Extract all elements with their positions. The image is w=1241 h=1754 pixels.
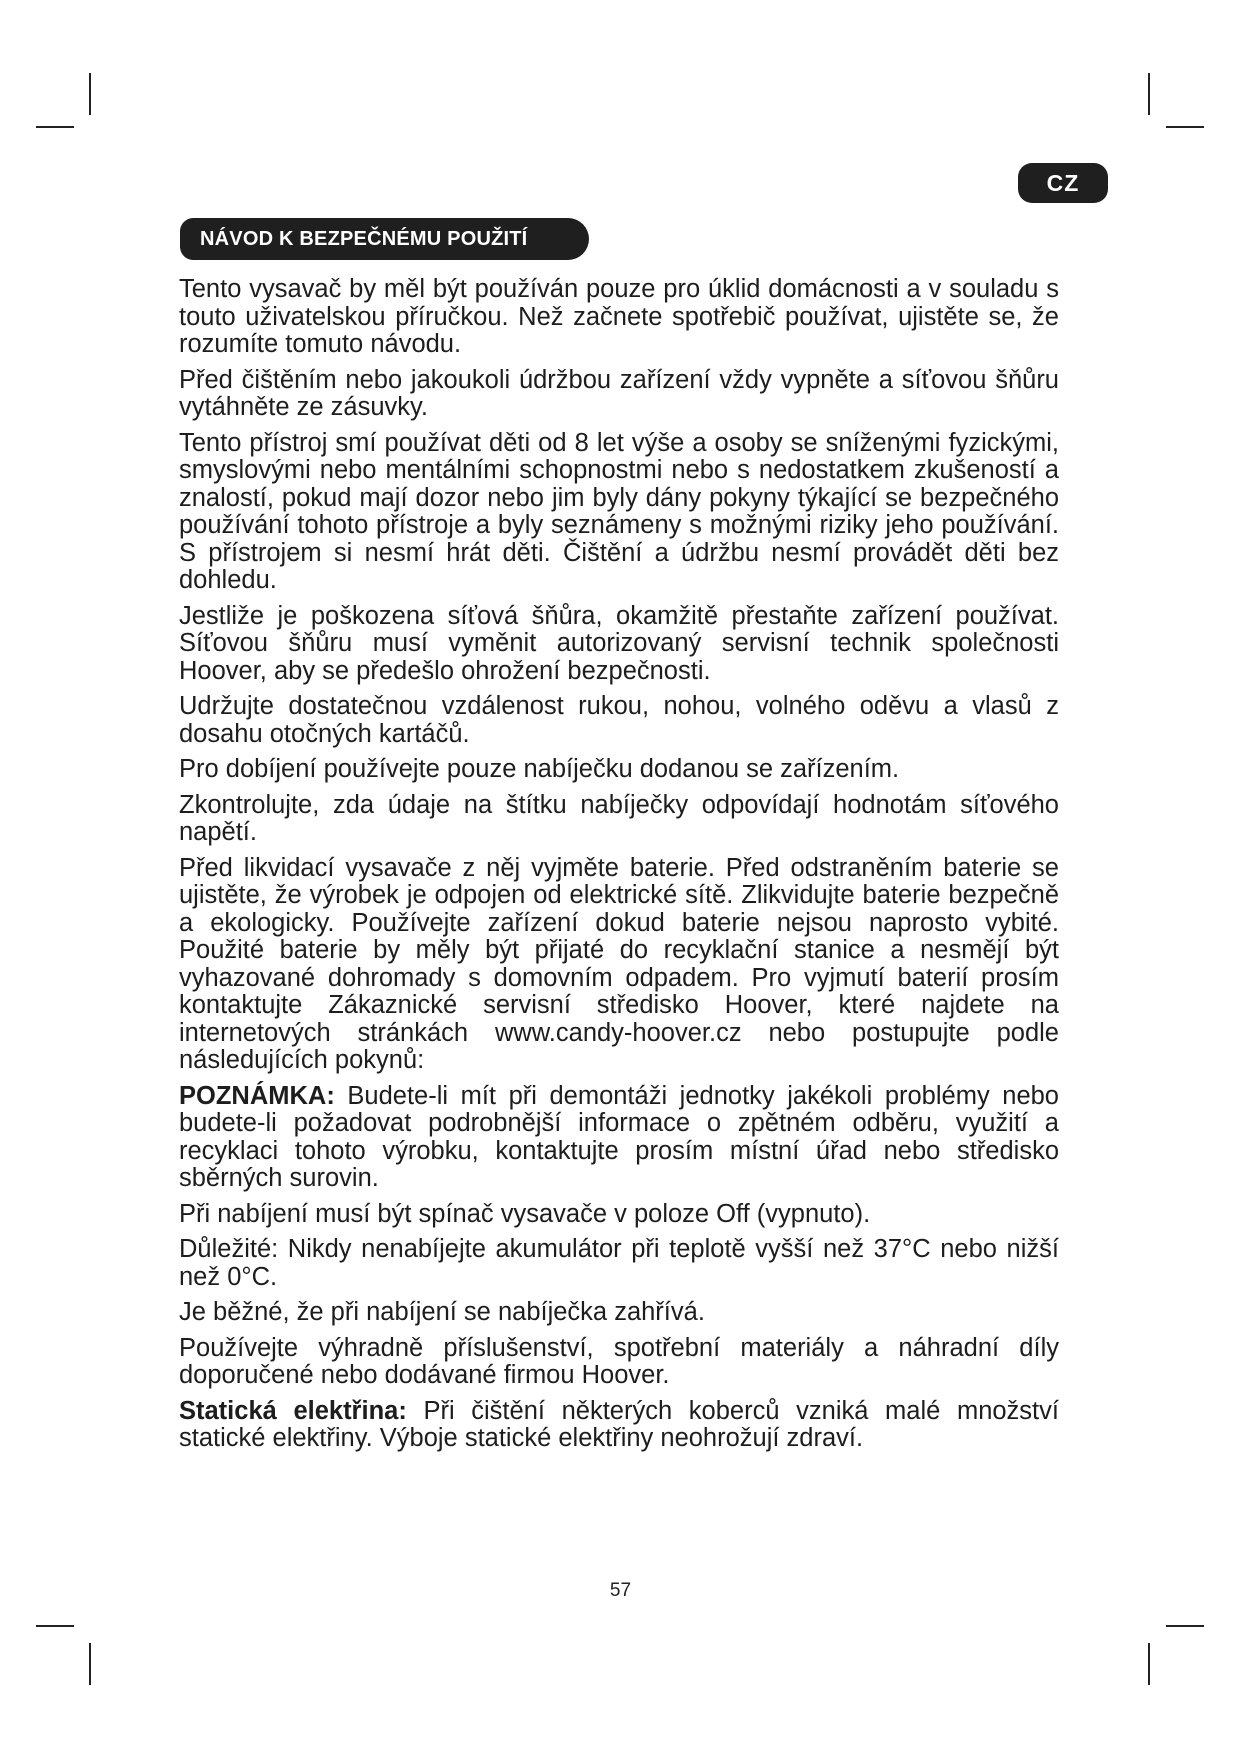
static-label: Statická elektřina:: [179, 1396, 407, 1425]
section-heading: [180, 218, 589, 260]
crop-mark: [36, 1625, 74, 1627]
language-badge: CZ: [1018, 163, 1108, 203]
paragraph-charger-only: Pro dobíjení používejte pouze nabíječku dodanou se zařízením.: [179, 755, 900, 783]
crop-mark: [1148, 1643, 1150, 1685]
paragraph-charger-warm: Je běžné, že při nabíjení se nabíječka zahřívá.: [179, 1298, 705, 1326]
page-number: 57: [609, 1580, 632, 1601]
crop-mark: [36, 126, 74, 128]
paragraph-rotating-brushes: Udržujte dostatečnou vzdálenost rukou, nohou, volného oděvu a vlasů z dosahu otočných kartáčů.: [179, 692, 1059, 748]
paragraph-switch-off-charging: Při nabíjení musí být spínač vysavače v poloze Off (vypnuto).: [179, 1199, 871, 1228]
crop-mark: [1148, 73, 1150, 115]
crop-mark: [1166, 126, 1204, 128]
paragraph-intended-use: Tento vysavač by měl být používán pouze pro úklid domácnosti a v souladu s touto uživatelskou příručkou. Než začnete spotřebič používat, ujistěte se, že rozumíte tomuto návodu.: [179, 275, 1059, 358]
instructions-body: [179, 276, 1059, 1461]
crop-mark: [89, 1643, 91, 1685]
static-text: Při čištění některých koberců vzniká malé množství statické elektřiny. Výboje statické elektřiny neohrožují zdraví.: [179, 1396, 1059, 1452]
section-heading-text: NÁVOD K BEZPEČNÉMU POUŽITÍ: [200, 227, 528, 250]
paragraph-charging-temperature: Důležité: Nikdy nenabíjejte akumulátor při teplotě vyšší než 37°C nebo nižší než 0°C.: [179, 1235, 1059, 1291]
paragraph-battery-disposal: Před likvidací vysavače z něj vyjměte baterie. Před odstraněním baterie se ujistěte, že výrobek je odpojen od elektrické sítě. Zlikvidujte baterie bezpečně a ekologicky. Používejte zařízení dokud baterie nejsou naprosto vybité. Použité baterie by měly být přijaté do recyklační stanice a nesmějí být vyhazované dohromady s domovním odpadem. Pro vyjmutí baterií prosím kontaktujte Zákaznické servisní středisko Hoover, které najdete na internetových stránkách www.candy-hoover.cz nebo postupujte podle následujících pokynů:: [179, 853, 1059, 1074]
note-text: Budete-li mít při demontáži jednotky jakékoli problémy nebo budete-li požadovat podrobnější informace o zpětném odběru, využití a recyklaci tohoto výrobku, kontaktujte prosím místní úřad nebo středisko sběrných surovin.: [179, 1081, 1059, 1192]
paragraph-static-electricity: [179, 1398, 1059, 1453]
crop-mark: [89, 73, 91, 115]
paragraph-damaged-cord: Jestliže je poškozena síťová šňůra, okamžitě přestaňte zařízení používat. Síťovou šňůru musí vyměnit autorizovaný servisní technik společnosti Hoover, aby se předešlo ohrožení bezpečnosti.: [179, 601, 1059, 685]
paragraph-note: [179, 1083, 1059, 1193]
crop-mark: [1166, 1625, 1204, 1627]
paragraph-unplug-before-cleaning: Před čištěním nebo jakoukoli údržbou zařízení vždy vypněte a síťovou šňůru vytáhněte ze zásuvky.: [179, 365, 1059, 421]
paragraph-voltage-check: Zkontrolujte, zda údaje na štítku nabíječky odpovídají hodnotám síťového napětí.: [179, 790, 1059, 846]
note-label: POZNÁMKA:: [179, 1081, 335, 1110]
paragraph-children-supervision: Tento přístroj smí používat děti od 8 let výše a osoby se sníženými fyzickými, smyslovými nebo mentálními schopnostmi nebo s nedostatkem zkušeností a znalostí, pokud mají dozor nebo jim byly dány pokyny týkající se bezpečného používání tohoto přístroje a byly seznámeny s možnými riziky jeho používání. S přístrojem si nesmí hrát děti. Čištění a údržbu nesmí provádět děti bez dohledu.: [179, 428, 1059, 594]
paragraph-accessories: Používejte výhradně příslušenství, spotřební materiály a náhradní díly doporučené nebo dodávané firmou Hoover.: [179, 1333, 1059, 1389]
